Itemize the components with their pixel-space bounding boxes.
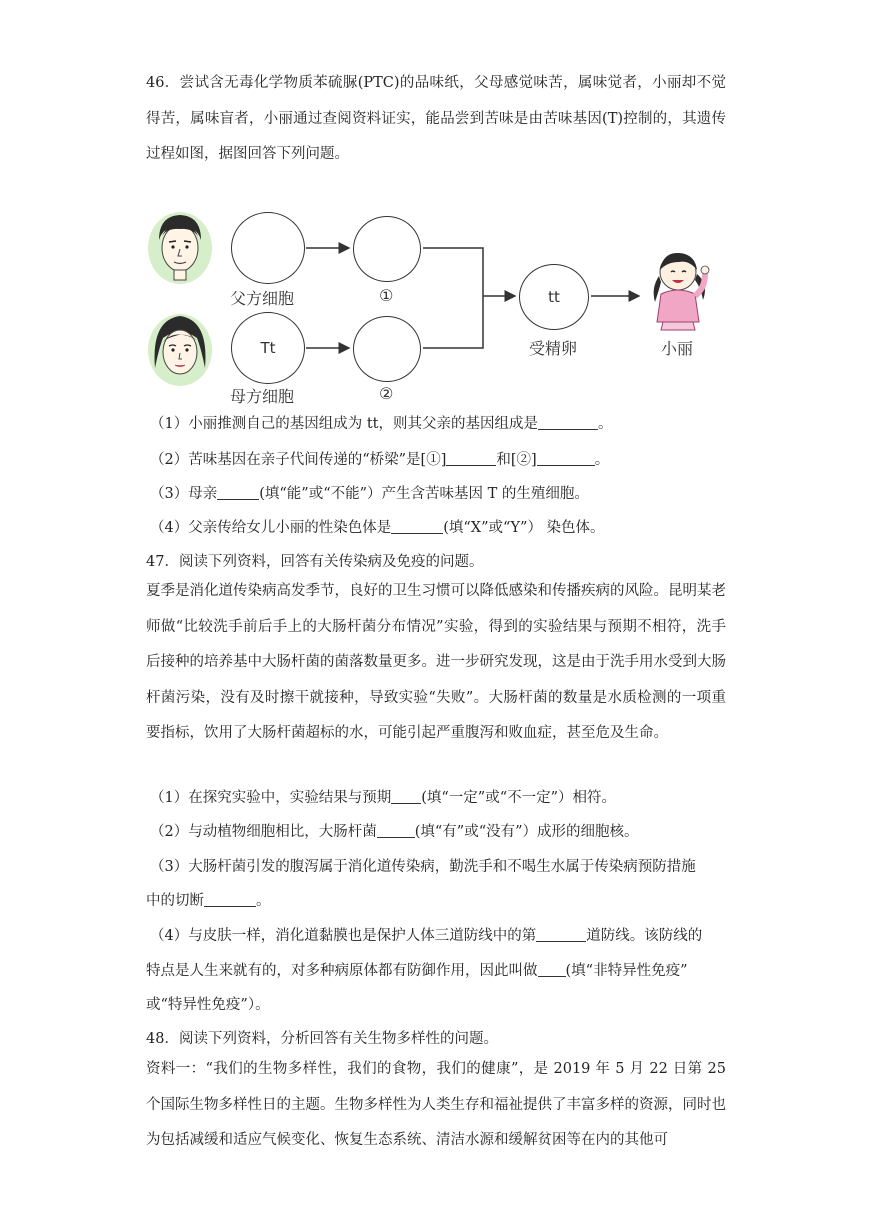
- q46-intro: 46．尝试含无毒化学物质苯硫脲(PTC)的品味纸，父母感觉味苦，属味觉者，小丽却不觉得苦，属味盲者，小丽通过查阅资料证实，能品尝到苦味是由苦味基因(T)控制的，其遗传过程如图，据图回答下列问题。: [146, 75, 726, 162]
- q47-question-4-line-2: [146, 961, 687, 981]
- q47-q4-blank-2[interactable]: [538, 962, 566, 977]
- q46-q4-blank[interactable]: [391, 519, 443, 534]
- q46-question-2: [150, 450, 609, 470]
- q46-q2-blank-2[interactable]: [537, 451, 595, 466]
- q46-q3-end: (填“能”或“不能”）产生含苦味基因 T 的生殖细胞。: [259, 486, 589, 502]
- q47-q2-blank[interactable]: [377, 823, 415, 838]
- q47-question-4-line-1: [150, 926, 702, 946]
- q47-q1-text: （1）在探究实验中，实验结果与预期: [150, 790, 392, 806]
- q47-q3-blank[interactable]: [204, 892, 256, 907]
- q46-q3-blank[interactable]: [217, 485, 259, 500]
- q47-question-2: [150, 822, 639, 842]
- q47-q2-text: （2）与动植物细胞相比，大肠杆菌: [150, 824, 377, 840]
- mother-cell-genotype: Tt: [260, 339, 276, 357]
- q47-question-4-line-3: 或“特异性免疫”）。: [146, 997, 270, 1013]
- q47-q4-text-2: 道防线。该防线的: [586, 928, 703, 944]
- q48-material: 资料一：“我们的生物多样性，我们的食物，我们的健康”，是 2019 年 5 月 22 日第 25 个国际生物多样性日的主题。生物多样性为人类生存和福祉提供了丰富多样的资源，同时也为包括减缓和适应气候变化、恢复生态系统、清洁水源和缓解贫困等在内的其他可: [146, 1061, 726, 1148]
- father-cell-label: 父方细胞: [230, 289, 295, 308]
- gamete-2: [353, 316, 421, 382]
- q47-q3-end: 。: [256, 893, 271, 909]
- mother-cell: [231, 312, 305, 384]
- father-face-icon: [145, 206, 215, 286]
- inheritance-diagram: [143, 200, 733, 410]
- q47-material: 夏季是消化道传染病高发季节，良好的卫生习惯可以降低感染和传播疾病的风险。昆明某老师做“比较洗手前后手上的大肠杆菌分布情况”实验，得到的实验结果与预期不相符，洗手后接种的培养基中大肠杆菌的菌落数量更多。进一步研究发现，这是由于洗手用水受到大肠杆菌污染，没有及时擦干就接种，导致实验“失败”。大肠杆菌的数量是水质检测的一项重要指标，饮用了大肠杆菌超标的水，可能引起严重腹泻和败血症，甚至危及生命。: [146, 583, 726, 741]
- q47-question-1: [150, 788, 616, 808]
- q46-question-3: [150, 484, 589, 504]
- q48-title: 48．阅读下列资料，分析回答有关生物多样性的问题。: [146, 1031, 498, 1047]
- father-cell: [231, 212, 305, 284]
- q47-q1-end: (填“一定”或“不一定”）相符。: [421, 790, 617, 806]
- q46-q4-end: (填“X”或“Y”） 染色体。: [443, 520, 605, 536]
- mother-face-icon: [145, 308, 215, 390]
- q46-question-4: [150, 518, 605, 538]
- q46-q2-blank-1[interactable]: [446, 451, 496, 466]
- q47-q1-blank[interactable]: [391, 789, 421, 804]
- q47-q2-end: (填“有”或“没有”）成形的细胞核。: [414, 824, 639, 840]
- q47-q4-text-4: (填“非特异性免疫”: [565, 963, 688, 979]
- child-label: 小丽: [661, 339, 694, 358]
- bracket-line: [423, 248, 483, 348]
- q46-q2-mid: 和[②]: [496, 452, 537, 468]
- q46-q1-blank[interactable]: [538, 415, 598, 430]
- q46-q1-text: （1）小丽推测自己的基因组成为 tt，则其父亲的基因组成是: [150, 416, 538, 432]
- gamete-1-label: ①: [379, 286, 394, 305]
- q47-question-3-line-1: （3）大肠杆菌引发的腹泻属于消化道传染病，勤洗手和不喝生水属于传染病预防措施: [150, 859, 696, 875]
- q47-q4-text-3: 特点是人生来就有的，对多种病原体都有防御作用，因此叫做: [146, 963, 538, 979]
- q46-question-1: [150, 414, 613, 434]
- mother-cell-label: 母方细胞: [230, 387, 295, 406]
- q46-q2-end: 。: [594, 452, 610, 468]
- zygote-label: 受精卵: [529, 339, 578, 358]
- q46-q3-text: （3）母亲: [150, 486, 218, 502]
- q46-q2-text: （2）苦味基因在亲子代间传递的“桥梁”是[①]: [150, 452, 447, 468]
- zygote: [519, 264, 589, 330]
- q47-q4-text-1: （4）与皮肤一样，消化道黏膜也是保护人体三道防线中的第: [150, 928, 537, 944]
- q47-title: 47．阅读下列资料，回答有关传染病及免疫的问题。: [146, 554, 484, 570]
- q47-q4-blank-1[interactable]: [536, 927, 586, 942]
- gamete-1: [353, 216, 421, 282]
- q47-q3-text: 中的切断: [146, 893, 204, 909]
- zygote-genotype: tt: [548, 288, 560, 306]
- q47-question-3-line-2: [146, 891, 271, 911]
- q46-q1-end: 。: [598, 416, 613, 432]
- q46-q4-text: （4）父亲传给女儿小丽的性染色体是: [150, 520, 392, 536]
- gamete-2-label: ②: [379, 384, 394, 403]
- girl-xiaoli-icon: [643, 246, 723, 332]
